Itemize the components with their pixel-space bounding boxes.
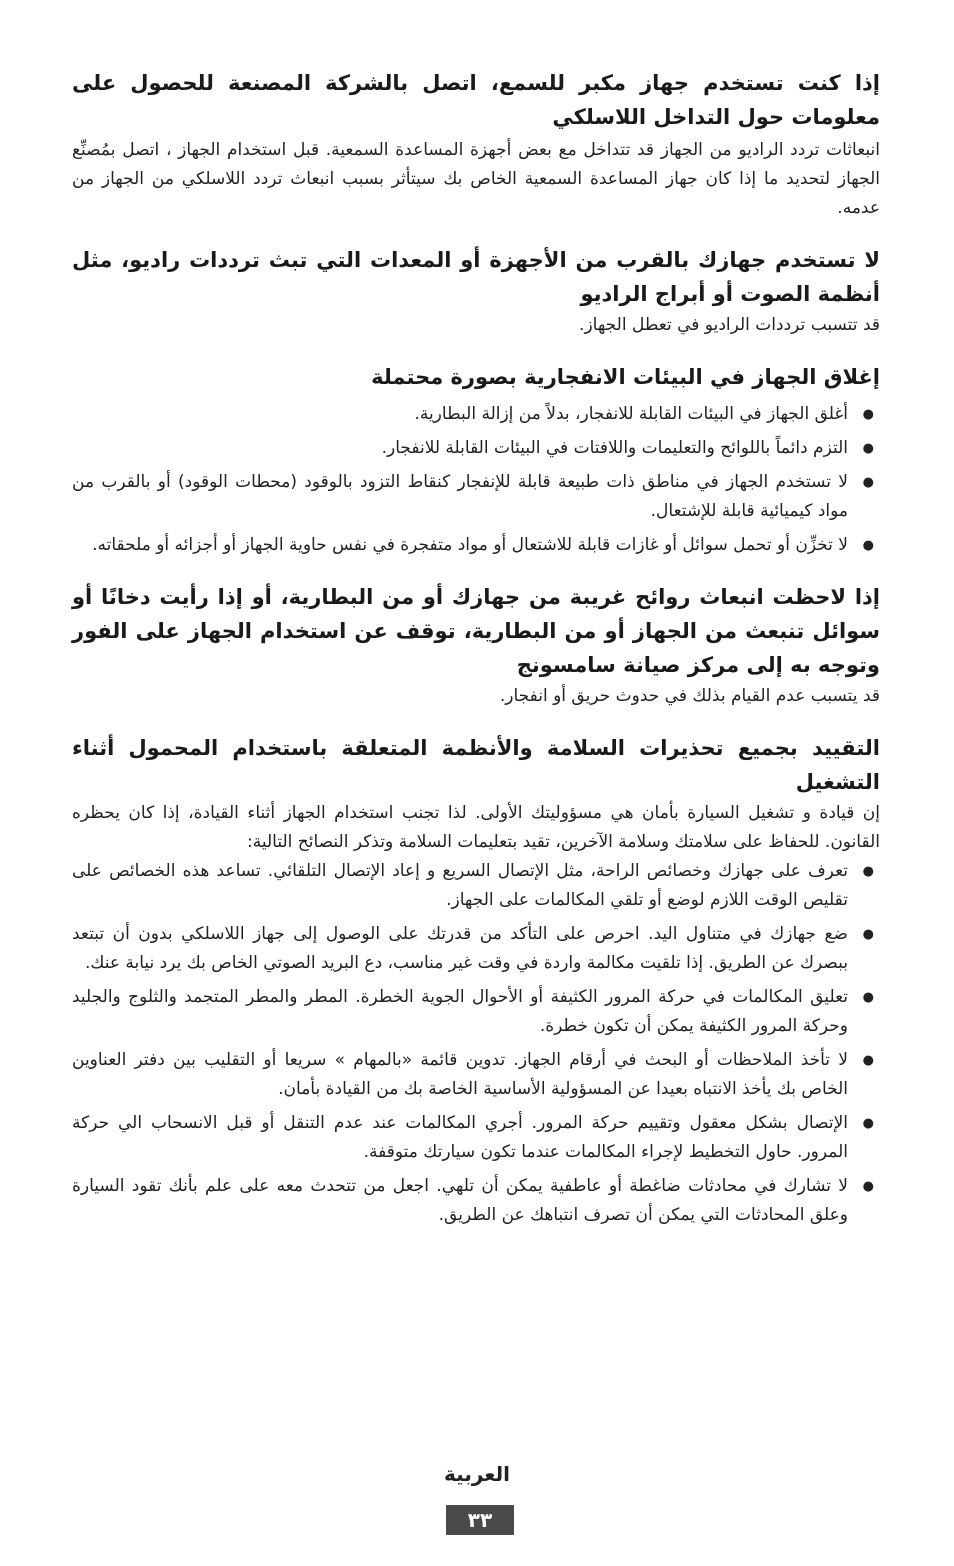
bullet-icon: ●: [862, 990, 874, 1005]
section-hearing-aid: [72, 66, 880, 223]
section-heading: إذا لاحظت انبعاث روائح غريبة من جهازك أو من البطارية، أو إذا رأيت دخانًا أو سوائل تنبعث من الجهاز أو من البطارية، توقف عن استخدام الجهاز على الفور وتوجه به إلى مركز صيانة سامسونج: [72, 585, 880, 677]
section-smoke-warning: [72, 580, 880, 711]
bullet-icon: ●: [862, 927, 874, 942]
bullet-icon: ●: [862, 407, 874, 422]
document-page: [72, 66, 880, 1250]
bullet-icon: ●: [862, 538, 874, 553]
section-heading: لا تستخدم جهازك بالقرب من الأجهزة أو المعدات التي تبث ترددات راديو، مثل أنظمة الصوت أو أبراج الراديو: [72, 248, 880, 306]
section-radio-interference: [72, 243, 880, 340]
section-body: انبعاثات تردد الراديو من الجهاز قد تتداخل مع بعض أجهزة المساعدة السمعية. قبل استخدام الجهاز ، اتصل بمُصنِّع الجهاز لتحديد ما إذا كان جهاز المساعدة السمعية الخاص بك سيتأثر بسبب انبعاث تردد اللاسلكي من الجهاز من عدمه.: [72, 140, 880, 218]
list-item: ● تعليق المكالمات في حركة المرور الكثيفة أو الأحوال الجوية الخطرة. المطر والمطر المتجمد والثلوج والجليد وحركة المرور الكثيفة يمكن أن تكون خطرة.: [72, 983, 880, 1041]
bullet-icon: ●: [862, 1116, 874, 1131]
bullet-list: [72, 400, 880, 560]
section-body: قد تتسبب ترددات الراديو في تعطل الجهاز.: [579, 315, 880, 335]
section-driving-safety: [72, 731, 880, 1230]
footer-language-label: العربية: [444, 1462, 510, 1486]
bullet-icon: ●: [862, 864, 874, 879]
section-heading: التقييد بجميع تحذيرات السلامة والأنظمة المتعلقة باستخدام المحمول أثناء التشغيل: [72, 736, 880, 794]
section-body: قد يتسبب عدم القيام بذلك في حدوث حريق أو انفجار.: [499, 686, 880, 706]
section-body: إن قيادة و تشغيل السيارة بأمان هي مسؤوليتك الأولى. لذا تجنب استخدام الجهاز أثناء القيادة، إذا كان يحظره القانون. للحفاظ على سلامتك وسلامة الآخرين، تقيد بتعليمات السلامة وتذكر النصائح التالية:: [72, 803, 880, 852]
list-item: ● لا تأخذ الملاحظات أو البحث في أرقام الجهاز. تدوين قائمة «بالمهام » سريعا أو التقليب بين دفتر العناوين الخاص بك يأخذ الانتباه بعيدا عن المسؤولية الأساسية الخاصة بك من القيادة بأمان.: [72, 1046, 880, 1104]
list-item: ● ضع جهازك في متناول اليد. احرص على التأكد من قدرتك على الوصول إلى جهاز اللاسلكي بدون أن تبتعد ببصرك عن الطريق. إذا تلقيت مكالمة واردة في وقت غير مناسب، دع البريد الصوتي الخاص بك يرد نيابة عنك.: [72, 920, 880, 978]
bullet-list: [72, 857, 880, 1230]
page-number-badge: ٣٣: [446, 1505, 514, 1535]
list-item: ● لا تستخدم الجهاز في مناطق ذات طبيعة قابلة للإنفجار كنقاط التزود بالوقود (محطات الوقود) أو بالقرب من مواد كيميائية قابلة للإشتعال.: [72, 468, 880, 526]
section-heading: إغلاق الجهاز في البيئات الانفجارية بصورة محتملة: [371, 365, 880, 389]
list-item: ● لا تخزِّن أو تحمل سوائل أو غازات قابلة للاشتعال أو مواد متفجرة في نفس حاوية الجهاز أو أجزائه أو ملحقاته.: [72, 531, 880, 560]
section-heading: إذا كنت تستخدم جهاز مكبر للسمع، اتصل بالشركة المصنعة للحصول على معلومات حول التداخل اللاسلكي: [72, 71, 880, 129]
list-item: ● لا تشارك في محادثات ضاغطة أو عاطفية يمكن أن تلهي. اجعل من تتحدث معه على علم بأنك تقود السيارة وعلق المحادثات التي يمكن أن تصرف انتباهك عن الطريق.: [72, 1172, 880, 1230]
list-item: ● تعرف على جهازك وخصائص الراحة، مثل الإتصال السريع و إعاد الإتصال التلقائي. تساعد هذه الخصائص على تقليص الوقت اللازم لوضع أو تلقي المكالمات على الجهاز.: [72, 857, 880, 915]
bullet-icon: ●: [862, 1179, 874, 1194]
list-item: ● التزم دائماً باللوائح والتعليمات واللافتات في البيئات القابلة للانفجار.: [72, 434, 880, 463]
section-explosive-environments: [72, 360, 880, 560]
bullet-icon: ●: [862, 441, 874, 456]
list-item: ● الإتصال بشكل معقول وتقييم حركة المرور. أجري المكالمات عند عدم التنقل أو قبل الانسحاب الي حركة المرور. حاول التخطيط لإجراء المكالمات عندما تكون سيارتك متوقفة.: [72, 1109, 880, 1167]
list-item: ● أغلق الجهاز في البيئات القابلة للانفجار، بدلاً من إزالة البطارية.: [72, 400, 880, 429]
bullet-icon: ●: [862, 1053, 874, 1068]
bullet-icon: ●: [862, 475, 874, 490]
